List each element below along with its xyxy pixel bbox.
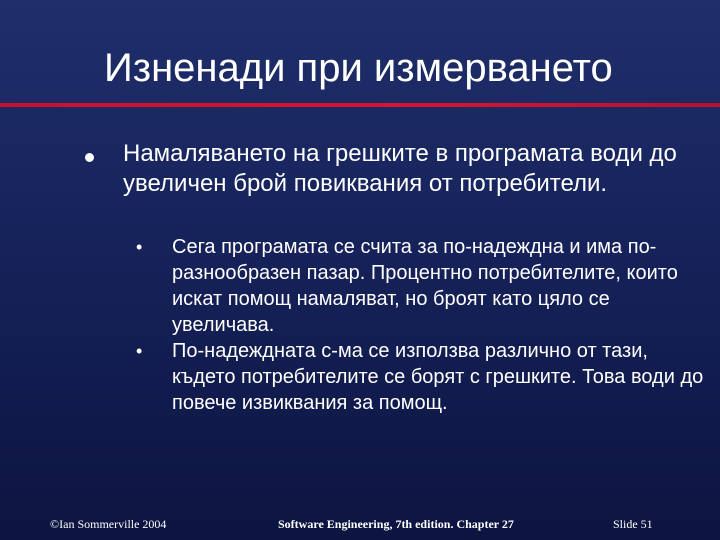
sub-bullet-item xyxy=(130,234,710,338)
sub-bullet-text: По-надеждната с-ма се използва различно от тази, където потребителите се борят с грешките. Това води до повече извиквания за помощ. xyxy=(172,340,704,414)
slide-title: Изненади при измерването xyxy=(104,46,613,90)
sub-bullet-icon: • xyxy=(136,341,143,361)
sub-bullet-icon: • xyxy=(136,237,143,257)
footer-book-title: Software Engineering, 7th edition. Chapter 27 xyxy=(278,517,514,531)
sub-bullet-text: Сега програмата се счита за по-надеждна и има по-разнообразен пазар. Процентно потребителите, които искат помощ намаляват, но броят като цяло се увеличава. xyxy=(172,236,678,336)
sub-bullet-list xyxy=(130,234,710,416)
bullet-dot-icon xyxy=(85,153,94,162)
footer-slide-number: Slide 51 xyxy=(613,517,653,531)
sub-bullet-item xyxy=(130,338,710,416)
title-divider xyxy=(0,103,720,107)
main-bullet-text: Намаляването на грешките в програмата води до увеличен брой повиквания от потребители. xyxy=(123,140,677,197)
footer-copyright: ©Ian Sommerville 2004 xyxy=(50,517,167,531)
